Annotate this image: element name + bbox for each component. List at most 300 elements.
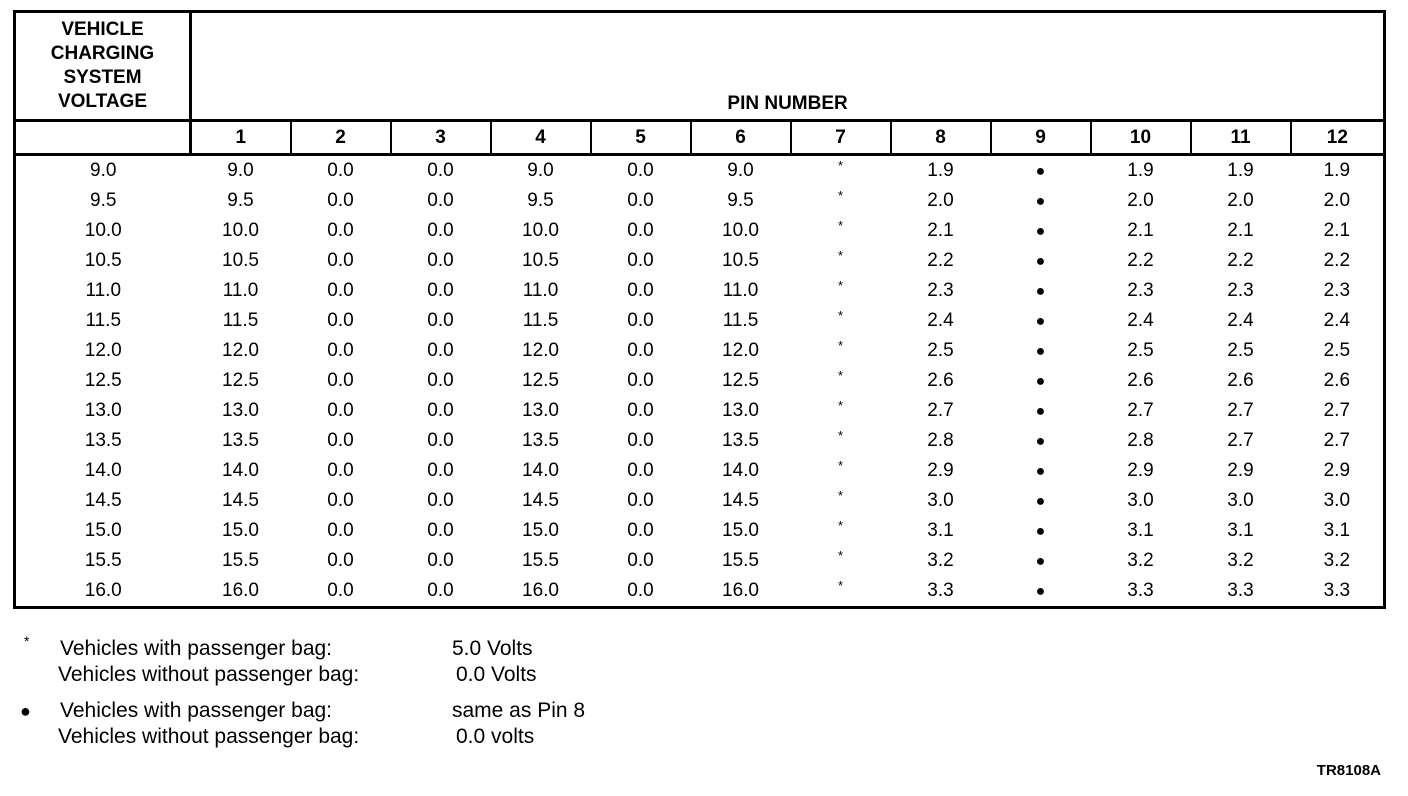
pin-number-header: PIN NUMBER — [191, 12, 1385, 121]
pin-voltage-cell — [291, 336, 391, 366]
table-row — [15, 155, 1385, 187]
cell-value: 0.0 — [327, 310, 354, 331]
star-note-marker: * — [837, 488, 844, 503]
cell-value: 2.4 — [927, 310, 954, 331]
cell-value: 10.5 — [222, 250, 259, 271]
pin-voltage-cell — [591, 216, 691, 246]
table-row — [15, 396, 1385, 426]
cell-value: 9.5 — [90, 190, 117, 211]
pin-voltage-cell — [1291, 155, 1385, 187]
cell-value: 3.1 — [1323, 520, 1351, 541]
dot-symbol: ● — [20, 701, 31, 721]
pin-voltage-cell — [1091, 186, 1191, 216]
pin-voltage-cell — [191, 516, 291, 546]
pin-voltage-cell — [991, 396, 1091, 426]
pin-voltage-cell — [1191, 246, 1291, 276]
voltage-header-line: CHARGING — [50, 43, 155, 64]
pin-voltage-cell — [291, 576, 391, 608]
star-note-marker: * — [837, 428, 844, 443]
pin-voltage-cell — [1191, 546, 1291, 576]
cell-value: 13.0 — [84, 400, 122, 421]
cell-value: 0.0 — [627, 250, 654, 271]
pin-voltage-cell — [191, 336, 291, 366]
cell-value: 2.2 — [1323, 250, 1351, 271]
pin-voltage-cell — [991, 216, 1091, 246]
pin-voltage-cell — [1191, 426, 1291, 456]
table-body — [15, 155, 1385, 608]
cell-value: 0.0 — [627, 370, 654, 391]
cell-value: 2.7 — [1227, 430, 1254, 451]
pin-voltage-cell — [791, 336, 891, 366]
system-voltage-cell — [15, 306, 191, 336]
pin-voltage-cell — [391, 336, 491, 366]
cell-value: 12.0 — [84, 340, 122, 361]
cell-value: 0.0 — [627, 310, 654, 331]
star-note-marker: * — [837, 518, 844, 533]
system-voltage-cell — [15, 546, 191, 576]
cell-value: 2.7 — [1127, 400, 1154, 421]
cell-value: 11.0 — [722, 280, 759, 301]
cell-value: 13.5 — [722, 430, 759, 451]
pin-voltage-cell — [991, 336, 1091, 366]
pin-voltage-cell — [391, 486, 491, 516]
legend-with-label: Vehicles with passenger bag: — [60, 699, 333, 722]
pin-row-blank-cell — [15, 121, 191, 155]
pin-voltage-cell — [1191, 216, 1291, 246]
pin-voltage-cell — [491, 456, 591, 486]
cell-value: 2.2 — [1227, 250, 1254, 271]
pin-voltage-cell — [691, 246, 791, 276]
table-row — [15, 336, 1385, 366]
cell-value: 15.0 — [222, 520, 259, 541]
figure-reference-code: TR8108A — [1316, 762, 1381, 779]
cell-value: 0.0 — [327, 490, 354, 511]
system-voltage-cell — [15, 246, 191, 276]
pin-voltage-cell — [791, 516, 891, 546]
pin-voltage-cell — [591, 516, 691, 546]
pin-number-cell: 10 — [1091, 121, 1191, 155]
pin-voltage-cell — [391, 576, 491, 608]
pin-voltage-cell — [691, 276, 791, 306]
pin-voltage-cell — [1291, 576, 1385, 608]
pin-voltage-cell — [991, 576, 1091, 608]
cell-value: 2.1 — [1323, 220, 1351, 241]
cell-value: 9.5 — [727, 190, 754, 211]
pin-voltage-cell — [191, 486, 291, 516]
pin-voltage-cell — [591, 276, 691, 306]
pin-voltage-cell — [891, 336, 991, 366]
pin-voltage-cell — [791, 366, 891, 396]
cell-value: 14.0 — [722, 460, 759, 481]
cell-value: 2.8 — [1127, 430, 1154, 451]
dot-note-marker: ● — [1035, 583, 1046, 600]
pin-voltage-cell — [291, 516, 391, 546]
pin-voltage-cell — [1191, 576, 1291, 608]
cell-value: 3.2 — [1227, 550, 1254, 571]
cell-value: 2.0 — [1127, 190, 1154, 211]
cell-value: 9.0 — [727, 160, 754, 181]
cell-value: 11.5 — [85, 310, 122, 331]
cell-value: 14.0 — [222, 460, 259, 481]
pin-voltage-cell — [591, 576, 691, 608]
pin-voltage-cell — [491, 155, 591, 187]
cell-value: 2.1 — [927, 220, 954, 241]
table-row — [15, 456, 1385, 486]
pin-voltage-cell — [1091, 366, 1191, 396]
star-note-marker: * — [837, 158, 844, 173]
cell-value: 0.0 — [427, 370, 454, 391]
cell-value: 3.0 — [927, 490, 954, 511]
cell-value: 14.5 — [722, 490, 759, 511]
cell-value: 2.4 — [1323, 310, 1351, 331]
cell-value: 13.0 — [522, 400, 559, 421]
pin-voltage-cell — [1291, 396, 1385, 426]
cell-value: 11.0 — [85, 280, 122, 301]
pin-number-cell: 6 — [691, 121, 791, 155]
legend-with-label: Vehicles with passenger bag: — [60, 637, 333, 660]
system-voltage-cell — [15, 186, 191, 216]
pin-voltage-cell — [991, 486, 1091, 516]
cell-value: 12.5 — [222, 370, 259, 391]
cell-value: 0.0 — [427, 250, 454, 271]
cell-value: 1.9 — [1323, 160, 1351, 181]
star-note-marker: * — [837, 188, 844, 203]
pin-voltage-cell — [891, 216, 991, 246]
cell-value: 11.5 — [222, 310, 259, 331]
system-voltage-cell — [15, 456, 191, 486]
cell-value: 0.0 — [427, 220, 454, 241]
pin-voltage-cell — [391, 456, 491, 486]
pin-number-cell: 2 — [291, 121, 391, 155]
dot-note-marker: ● — [1035, 223, 1046, 240]
cell-value: 0.0 — [427, 340, 454, 361]
pin-voltage-cell — [491, 186, 591, 216]
system-voltage-cell — [15, 216, 191, 246]
pin-voltage-cell — [1291, 276, 1385, 306]
pin-voltage-cell — [491, 336, 591, 366]
cell-value: 2.2 — [927, 250, 954, 271]
cell-value: 3.1 — [927, 520, 954, 541]
cell-value: 0.0 — [627, 340, 654, 361]
cell-value: 14.5 — [522, 490, 559, 511]
pin-voltage-cell — [891, 426, 991, 456]
pin-voltage-cell — [1291, 306, 1385, 336]
cell-value: 2.7 — [927, 400, 954, 421]
cell-value: 3.1 — [1127, 520, 1154, 541]
pin-voltage-cell — [791, 456, 891, 486]
cell-value: 0.0 — [427, 280, 454, 301]
cell-value: 15.0 — [722, 520, 759, 541]
pin-voltage-cell — [1091, 396, 1191, 426]
pin-voltage-cell — [191, 396, 291, 426]
dot-note-marker: ● — [1035, 163, 1046, 180]
pin-voltage-cell — [491, 396, 591, 426]
pin-voltage-cell — [191, 186, 291, 216]
star-note-marker: * — [837, 338, 844, 353]
pin-number-cell: 4 — [491, 121, 591, 155]
cell-value: 11.5 — [722, 310, 759, 331]
cell-value: 10.0 — [222, 220, 259, 241]
pin-voltage-table — [13, 10, 1386, 609]
pin-voltage-cell — [491, 246, 591, 276]
cell-value: 3.3 — [1227, 580, 1254, 601]
pin-voltage-cell — [1291, 366, 1385, 396]
pin-number-cell: 12 — [1291, 121, 1385, 155]
pin-voltage-cell — [391, 155, 491, 187]
pin-voltage-cell — [991, 155, 1091, 187]
cell-value: 0.0 — [627, 400, 654, 421]
pin-number-cell: 1 — [191, 121, 291, 155]
cell-value: 13.5 — [222, 430, 259, 451]
cell-value: 2.9 — [1323, 460, 1351, 481]
cell-value: 3.0 — [1127, 490, 1154, 511]
cell-value: 16.0 — [722, 580, 759, 601]
voltage-header-line: SYSTEM — [63, 67, 142, 88]
pin-voltage-cell — [1091, 576, 1191, 608]
pin-voltage-cell — [191, 306, 291, 336]
pin-voltage-cell — [191, 276, 291, 306]
pin-voltage-cell — [191, 216, 291, 246]
pin-voltage-cell — [991, 516, 1091, 546]
pin-voltage-cell — [1091, 246, 1191, 276]
system-voltage-cell — [15, 276, 191, 306]
cell-value: 2.3 — [1227, 280, 1254, 301]
cell-value: 2.6 — [927, 370, 954, 391]
cell-value: 0.0 — [327, 400, 354, 421]
cell-value: 2.0 — [1227, 190, 1254, 211]
pin-voltage-cell — [591, 396, 691, 426]
cell-value: 9.0 — [227, 160, 254, 181]
pin-voltage-cell — [791, 216, 891, 246]
cell-value: 2.1 — [1127, 220, 1154, 241]
pin-voltage-cell — [391, 366, 491, 396]
legend-with-value: same as Pin 8 — [452, 699, 586, 722]
table-row — [15, 486, 1385, 516]
star-note-marker: * — [837, 398, 844, 413]
dot-note-marker: ● — [1035, 523, 1046, 540]
cell-value: 15.5 — [84, 550, 122, 571]
cell-value: 11.5 — [522, 310, 559, 331]
pin-voltage-cell — [991, 456, 1091, 486]
pin-voltage-cell — [791, 306, 891, 336]
pin-voltage-cell — [491, 216, 591, 246]
cell-value: 3.1 — [1227, 520, 1254, 541]
pin-voltage-cell — [1191, 396, 1291, 426]
pin-voltage-cell — [191, 426, 291, 456]
pin-voltage-cell — [291, 366, 391, 396]
pin-voltage-cell — [791, 426, 891, 456]
cell-value: 2.0 — [927, 190, 954, 211]
cell-value: 0.0 — [427, 190, 454, 211]
cell-value: 0.0 — [327, 250, 354, 271]
table-row — [15, 276, 1385, 306]
star-note-marker: * — [837, 578, 844, 593]
pin-number-cell: 7 — [791, 121, 891, 155]
pin-voltage-cell — [991, 276, 1091, 306]
pin-voltage-cell — [691, 366, 791, 396]
table-row — [15, 246, 1385, 276]
cell-value: 3.2 — [1127, 550, 1154, 571]
cell-value: 2.6 — [1227, 370, 1254, 391]
cell-value: 2.1 — [1227, 220, 1254, 241]
pin-voltage-cell — [891, 486, 991, 516]
pin-number-cell: 11 — [1191, 121, 1291, 155]
pin-voltage-cell — [1291, 336, 1385, 366]
cell-value: 0.0 — [427, 520, 454, 541]
legend-without-label: Vehicles without passenger bag: — [58, 725, 360, 748]
pin-voltage-cell — [691, 155, 791, 187]
pin-voltage-cell — [191, 576, 291, 608]
pin-voltage-cell — [691, 186, 791, 216]
pin-voltage-cell — [891, 396, 991, 426]
pin-voltage-cell — [291, 306, 391, 336]
star-note-marker: * — [837, 368, 844, 383]
star-note-marker: * — [837, 278, 844, 293]
cell-value: 9.5 — [527, 190, 554, 211]
voltage-column-header — [15, 12, 191, 121]
cell-value: 0.0 — [427, 460, 454, 481]
pin-voltage-cell — [191, 155, 291, 187]
cell-value: 0.0 — [627, 520, 654, 541]
dot-note-marker: ● — [1035, 193, 1046, 210]
table-row — [15, 366, 1385, 396]
cell-value: 10.5 — [84, 250, 122, 271]
cell-value: 10.5 — [522, 250, 559, 271]
cell-value: 13.0 — [722, 400, 759, 421]
pin-voltage-cell — [491, 546, 591, 576]
pin-voltage-cell — [1091, 516, 1191, 546]
legend-without-value: 0.0 volts — [456, 725, 535, 748]
pin-voltage-cell — [1091, 546, 1191, 576]
pin-number-cell: 5 — [591, 121, 691, 155]
pin-voltage-cell — [1191, 336, 1291, 366]
pin-voltage-cell — [491, 486, 591, 516]
pin-voltage-cell — [191, 246, 291, 276]
pin-number-cell: 9 — [991, 121, 1091, 155]
star-note-marker: * — [837, 548, 844, 563]
cell-value: 0.0 — [627, 460, 654, 481]
pin-voltage-cell — [591, 426, 691, 456]
cell-value: 3.0 — [1227, 490, 1254, 511]
cell-value: 1.9 — [927, 160, 954, 181]
dot-note-marker: ● — [1035, 493, 1046, 510]
pin-voltage-cell — [991, 366, 1091, 396]
cell-value: 0.0 — [327, 550, 354, 571]
table-row — [15, 516, 1385, 546]
pin-voltage-cell — [1091, 456, 1191, 486]
cell-value: 2.6 — [1127, 370, 1154, 391]
cell-value: 0.0 — [627, 160, 654, 181]
pin-voltage-cell — [591, 155, 691, 187]
system-voltage-cell — [15, 516, 191, 546]
pin-voltage-cell — [791, 486, 891, 516]
pin-voltage-cell — [691, 516, 791, 546]
cell-value: 2.9 — [1227, 460, 1254, 481]
pin-voltage-cell — [791, 546, 891, 576]
pin-voltage-cell — [1091, 155, 1191, 187]
pin-voltage-cell — [291, 276, 391, 306]
cell-value: 15.0 — [522, 520, 559, 541]
pin-voltage-cell — [191, 456, 291, 486]
system-voltage-cell — [15, 336, 191, 366]
pin-voltage-cell — [491, 576, 591, 608]
pin-voltage-cell — [391, 186, 491, 216]
pin-voltage-cell — [691, 426, 791, 456]
cell-value: 10.0 — [522, 220, 559, 241]
pin-voltage-cell — [791, 276, 891, 306]
pin-voltage-cell — [1291, 426, 1385, 456]
dot-note-marker: ● — [1035, 313, 1046, 330]
pin-voltage-cell — [291, 546, 391, 576]
cell-value: 0.0 — [627, 430, 654, 451]
pin-voltage-cell — [991, 186, 1091, 216]
system-voltage-cell — [15, 396, 191, 426]
cell-value: 12.5 — [522, 370, 559, 391]
star-note-marker: * — [837, 248, 844, 263]
cell-value: 0.0 — [427, 580, 454, 601]
voltage-header-line: VEHICLE — [61, 19, 144, 40]
pin-voltage-cell — [591, 486, 691, 516]
cell-value: 2.5 — [927, 340, 954, 361]
pin-number-row — [15, 121, 1385, 155]
pin-voltage-cell — [291, 486, 391, 516]
cell-value: 13.5 — [522, 430, 559, 451]
cell-value: 0.0 — [627, 550, 654, 571]
pin-voltage-cell — [1191, 516, 1291, 546]
pin-voltage-cell — [1191, 276, 1291, 306]
cell-value: 2.4 — [1227, 310, 1254, 331]
cell-value: 9.0 — [90, 160, 117, 181]
cell-value: 16.0 — [222, 580, 259, 601]
legend-without-value: 0.0 Volts — [456, 663, 537, 686]
cell-value: 15.5 — [722, 550, 759, 571]
pin-voltage-cell — [591, 186, 691, 216]
table-row — [15, 216, 1385, 246]
pin-voltage-cell — [1191, 186, 1291, 216]
pin-voltage-cell — [991, 426, 1091, 456]
cell-value: 2.3 — [1127, 280, 1154, 301]
pin-voltage-cell — [891, 155, 991, 187]
cell-value: 10.0 — [84, 220, 122, 241]
pin-voltage-cell — [291, 396, 391, 426]
cell-value: 0.0 — [327, 430, 354, 451]
cell-value: 0.0 — [427, 430, 454, 451]
system-voltage-cell — [15, 366, 191, 396]
cell-value: 11.0 — [522, 280, 559, 301]
cell-value: 12.0 — [722, 340, 759, 361]
cell-value: 12.0 — [522, 340, 559, 361]
pin-voltage-cell — [191, 546, 291, 576]
pin-voltage-cell — [1191, 456, 1291, 486]
cell-value: 2.9 — [1127, 460, 1154, 481]
pin-voltage-cell — [591, 306, 691, 336]
pin-voltage-cell — [491, 516, 591, 546]
pin-voltage-cell — [791, 576, 891, 608]
cell-value: 0.0 — [327, 520, 354, 541]
pin-voltage-cell — [691, 486, 791, 516]
pin-voltage-cell — [391, 276, 491, 306]
cell-value: 0.0 — [327, 460, 354, 481]
cell-value: 0.0 — [627, 280, 654, 301]
pin-voltage-cell — [1191, 155, 1291, 187]
cell-value: 14.0 — [84, 460, 122, 481]
pin-voltage-cell — [391, 216, 491, 246]
cell-value: 0.0 — [427, 490, 454, 511]
system-voltage-cell — [15, 426, 191, 456]
pin-voltage-cell — [1291, 546, 1385, 576]
pin-voltage-cell — [591, 456, 691, 486]
pin-voltage-cell — [391, 516, 491, 546]
